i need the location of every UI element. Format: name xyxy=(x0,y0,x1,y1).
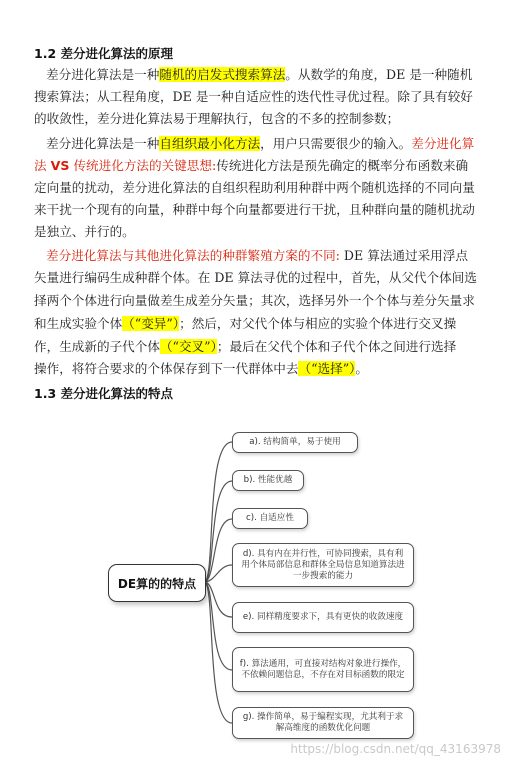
watermark-url: https://blog.csdn.net/qq_43163978 xyxy=(290,742,501,756)
red-text-span: 法 xyxy=(34,158,47,173)
mindmap-branch-e: e). 同样精度要求下，具有更快的收敛速度 xyxy=(232,602,414,633)
highlight-span: 自组织最小化方法 xyxy=(159,136,261,151)
paragraph-1-line-2: 搜索算法；从工程角度，DE 是一种自适应性的迭代性寻优过程。除了具有较好 xyxy=(34,89,473,104)
red-text-span: 传统进化方法的关键思想: xyxy=(73,158,217,173)
highlight-span: （“选择”） xyxy=(298,361,356,376)
paragraph-1-line-3: 的收敛性，差分进化算法易于理解执行，包含的不多的控制参数； xyxy=(34,111,400,126)
red-text-span: 差分进化算 xyxy=(411,136,475,151)
section-heading-1-2: 1.2 差分进化算法的原理 xyxy=(34,46,173,61)
vs-text: VS xyxy=(50,158,70,173)
highlight-span: （“变异”） xyxy=(122,316,180,331)
paragraph-2-line-4: 来干扰一个现有的向量，种群中每个向量都要进行干扰，且种群向量的随机扰动 xyxy=(34,202,475,217)
paragraph-3-line-2: 矢量进行编码生成种群个体。在 DE 算法寻优的过程中，首先，从父代个体间选 xyxy=(34,270,477,285)
text-span: ，用户只需要很少的输入。 xyxy=(260,136,412,151)
mindmap-branch-a: a). 结构简单，易于使用 xyxy=(232,432,358,453)
highlight-span: （“交叉”） xyxy=(159,339,217,354)
text-span: 传统进化方法是预先确定的概率分布函数来确 xyxy=(216,158,469,173)
connector-b xyxy=(204,481,232,582)
highlight-span: 随机的启发式搜索算法 xyxy=(159,67,286,82)
mindmap-branch-g: g). 操作简单，易于编程实现，尤其利于求解高维度的函数优化问题 xyxy=(232,707,414,739)
text-span: 。 xyxy=(355,361,369,376)
text-span: 差分进化算法是一种 xyxy=(46,67,160,82)
section-heading-1-3: 1.3 差分进化算法的特点 xyxy=(34,386,173,401)
text-span: 差分进化算法是一种 xyxy=(46,136,160,151)
text-span: 作，生成新的子代个体 xyxy=(34,339,160,354)
mindmap-branch-b: b). 性能优越 xyxy=(232,470,304,491)
text-span: 操作，将符合要求的个体保存到下一代群体中去 xyxy=(34,361,299,376)
mindmap-branch-c: c). 自适应性 xyxy=(232,508,308,529)
text-span: 。从数学的角度，DE 是一种随机 xyxy=(285,67,473,82)
paragraph-3-line-3: 择两个个体进行向量做差生成差分矢量；其次，选择另外一个个体与差分矢量求 xyxy=(34,293,475,308)
text-span: DE 算法通过采用浮点 xyxy=(339,248,468,263)
paragraph-2-line-3: 定向量的扰动，差分进化算法的自组织程助利用种群中两个随机选择的不同向量 xyxy=(34,180,475,195)
paragraph-2-line-5: 是独立、并行的。 xyxy=(34,224,135,239)
text-span: ；然后，对父代个体与相应的实验个体进行交叉操 xyxy=(179,316,457,331)
mindmap-branch-f: f). 算法通用，可直接对结构对象进行操作，不依赖问题信息，不存在对目标函数的限定 xyxy=(232,647,414,692)
mindmap-branch-d: d). 具有内在并行性，可协同搜索，具有利用个体局部信息和群体全局信息知道算法进一步搜索的能力 xyxy=(232,543,414,587)
connector-a xyxy=(204,442,232,582)
mindmap-root: DE算的的特点 xyxy=(108,564,206,602)
text-span: ；最后在父代个体和子代个体之间进行选择 xyxy=(216,339,457,354)
text-span: 和生成实验个体 xyxy=(34,316,123,331)
red-text-span: 差分进化算法与其他进化算法的种群繁殖方案的不同: xyxy=(46,248,340,263)
